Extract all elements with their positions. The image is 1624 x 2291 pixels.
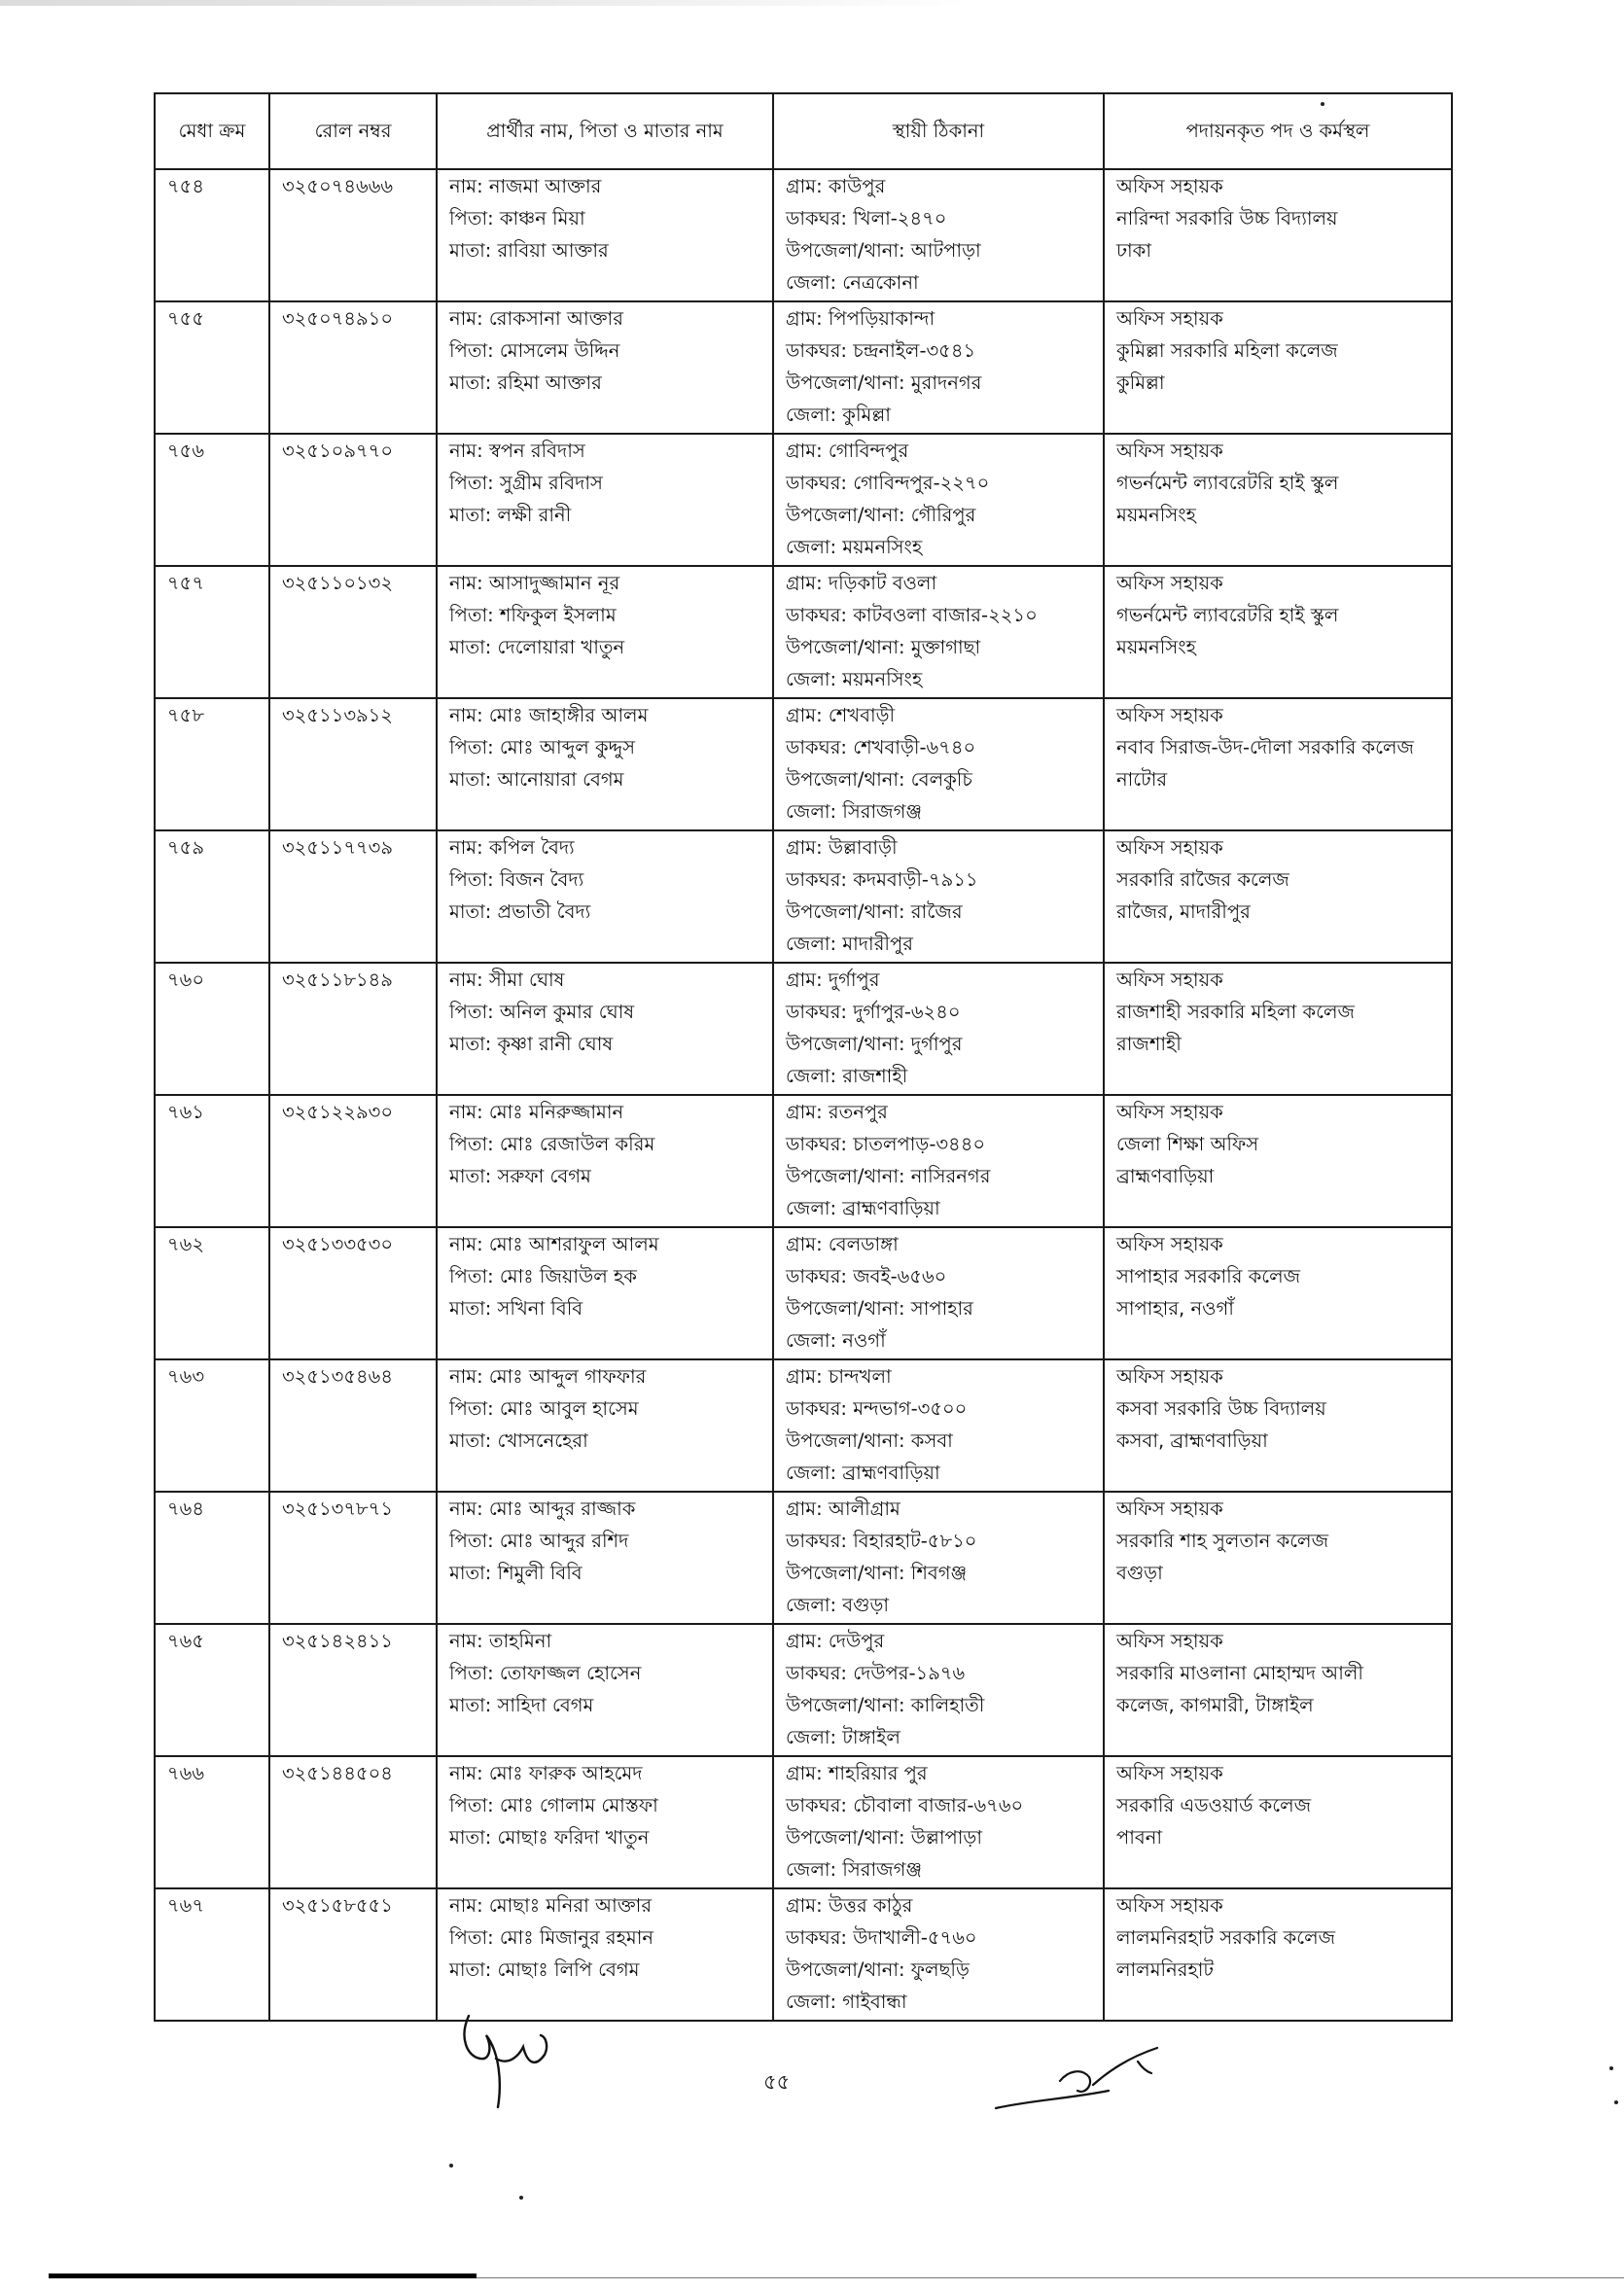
scan-edge-line <box>49 2273 477 2278</box>
posting-cell <box>1104 698 1452 830</box>
posting-line: ঢাকা <box>1116 239 1151 262</box>
address-line: জেলা: বগুড়া <box>786 1594 890 1616</box>
address-cell <box>773 1888 1104 2021</box>
merit-cell: ৭৬০ <box>155 963 269 1095</box>
candidate-name-line: মাতা: কৃষ্ণা রানী ঘোষ <box>449 1033 614 1055</box>
table-row <box>155 1227 1452 1359</box>
address-line: উপজেলা/থানা: শিবগঞ্জ <box>786 1562 968 1584</box>
merit-cell: ৭৬৬ <box>155 1756 269 1888</box>
table-row <box>155 301 1452 434</box>
address-line: ডাকঘর: কদমবাড়ী-৭৯১১ <box>786 868 978 891</box>
address-line: জেলা: সিরাজগঞ্জ <box>786 800 923 823</box>
candidate-name-line: পিতা: মোঃ মিজানুর রহমান <box>449 1926 654 1949</box>
address-line: গ্রাম: শাহরিয়ার পুর <box>786 1762 928 1784</box>
candidate-name-cell <box>437 301 773 434</box>
candidate-name-line: পিতা: মোঃ আব্দুর রশিদ <box>449 1530 629 1552</box>
candidate-name-line: মাতা: লক্ষী রানী <box>449 504 572 526</box>
address-line: গ্রাম: উল্লাবাড়ী <box>786 836 898 859</box>
header-merit: মেধা ক্রম <box>155 93 269 169</box>
address-line: গ্রাম: চান্দখলা <box>786 1365 892 1388</box>
posting-line: সরকারি এডওয়ার্ড কলেজ <box>1116 1794 1312 1816</box>
address-line: গ্রাম: কাউপুর <box>786 175 886 197</box>
table-row <box>155 434 1452 566</box>
scan-speck <box>1609 2066 1613 2070</box>
posting-line: নবাব সিরাজ-উদ-দৌলা সরকারি কলেজ <box>1116 736 1414 758</box>
address-line: জেলা: ময়মনসিংহ <box>786 536 923 558</box>
address-line: জেলা: কুমিল্লা <box>786 404 891 426</box>
address-line: ডাকঘর: কাটবওলা বাজার-২২১০ <box>786 604 1038 626</box>
address-line: জেলা: গাইবান্ধা <box>786 1991 907 2013</box>
scan-speck <box>1614 2100 1618 2104</box>
address-line: ডাকঘর: চাতলপাড়-৩৪৪০ <box>786 1133 986 1155</box>
posting-cell <box>1104 1756 1452 1888</box>
address-line: গ্রাম: শেখবাড়ী <box>786 704 896 726</box>
candidate-name-line: নাম: মোঃ আশরাফুল আলম <box>449 1233 659 1255</box>
candidate-name-line: মাতা: সখিনা বিবি <box>449 1297 583 1320</box>
roll-cell: ৩২৫১৩৩৫৩০ <box>269 1227 437 1359</box>
merit-cell: ৭৫৮ <box>155 698 269 830</box>
posting-line: নাটোর <box>1116 768 1168 791</box>
address-line: গ্রাম: দেউপুর <box>786 1630 885 1652</box>
candidate-name-line: নাম: মোছাঃ মনিরা আক্তার <box>449 1894 653 1917</box>
address-line: উপজেলা/থানা: নাসিরনগর <box>786 1165 991 1187</box>
address-line: ডাকঘর: খিলা-২৪৭০ <box>786 207 947 229</box>
posting-line: অফিস সহায়ক <box>1116 1498 1223 1520</box>
address-cell <box>773 1359 1104 1492</box>
posting-line: রাজশাহী সরকারি মহিলা কলেজ <box>1116 1001 1355 1023</box>
roll-cell: ৩২৫০৭৪৯১০ <box>269 301 437 434</box>
scan-speck <box>1321 102 1324 106</box>
candidate-name-cell <box>437 1492 773 1624</box>
address-line: উপজেলা/থানা: রাজৈর <box>786 900 963 923</box>
address-cell <box>773 1095 1104 1227</box>
posting-line: অফিস সহায়ক <box>1116 969 1223 991</box>
candidate-name-line: নাম: সীমা ঘোষ <box>449 969 565 991</box>
roll-cell: ৩২৫১৫৮৫৫১ <box>269 1888 437 2021</box>
posting-cell <box>1104 1095 1452 1227</box>
address-line: জেলা: সিরাজগঞ্জ <box>786 1858 923 1881</box>
table-row <box>155 830 1452 963</box>
posting-line: অফিস সহায়ক <box>1116 1365 1223 1388</box>
table-row <box>155 1492 1452 1624</box>
posting-line: অফিস সহায়ক <box>1116 307 1223 330</box>
candidate-name-line: নাম: স্বপন রবিদাস <box>449 440 585 462</box>
candidate-name-line: নাম: রোকসানা আক্তার <box>449 307 623 330</box>
candidate-name-line: পিতা: মোঃ আবুল হাসেম <box>449 1397 639 1420</box>
candidate-name-line: মাতা: খোসনেহেরা <box>449 1429 588 1452</box>
roll-cell: ৩২৫১২২৯৩০ <box>269 1095 437 1227</box>
address-line: উপজেলা/থানা: দুর্গাপুর <box>786 1033 963 1055</box>
candidate-name-cell <box>437 566 773 698</box>
posting-line: বগুড়া <box>1116 1562 1163 1584</box>
roll-cell: ৩২৫১৩৭৮৭১ <box>269 1492 437 1624</box>
posting-cell <box>1104 830 1452 963</box>
candidate-name-line: পিতা: অনিল কুমার ঘোষ <box>449 1001 635 1023</box>
address-line: গ্রাম: গোবিন্দপুর <box>786 440 909 462</box>
candidate-name-cell <box>437 434 773 566</box>
table-row <box>155 169 1452 301</box>
posting-cell <box>1104 1227 1452 1359</box>
address-line: ডাকঘর: উদাখালী-৫৭৬০ <box>786 1926 977 1949</box>
header-address: স্থায়ী ঠিকানা <box>773 93 1104 169</box>
address-line: ডাকঘর: গোবিন্দপুর-২২৭০ <box>786 472 990 494</box>
header-roll: রোল নম্বর <box>269 93 437 169</box>
candidate-name-line: মাতা: রহিমা আক্তার <box>449 371 602 394</box>
address-line: ডাকঘর: চন্দ্রনাইল-৩৫৪১ <box>786 339 976 362</box>
posting-line: লালমনিরহাট <box>1116 1958 1215 1981</box>
posting-line: সরকারি শাহ সুলতান কলেজ <box>1116 1530 1329 1552</box>
posting-line: লালমনিরহাট সরকারি কলেজ <box>1116 1926 1336 1949</box>
merit-cell: ৭৬৫ <box>155 1624 269 1756</box>
posting-line: অফিস সহায়ক <box>1116 1762 1223 1784</box>
address-line: ডাকঘর: দেউপর-১৯৭৬ <box>786 1662 966 1684</box>
posting-line: অফিস সহায়ক <box>1116 572 1223 594</box>
posting-cell <box>1104 301 1452 434</box>
roll-cell: ৩২৫১১৭৭৩৯ <box>269 830 437 963</box>
candidate-name-line: পিতা: বিজন বৈদ্য <box>449 868 584 891</box>
table-row <box>155 963 1452 1095</box>
address-line: উপজেলা/থানা: কালিহাতী <box>786 1694 985 1716</box>
posting-line: পাবনা <box>1116 1826 1163 1849</box>
address-cell <box>773 963 1104 1095</box>
posting-line: গভর্নমেন্ট ল্যাবরেটরি হাই স্কুল <box>1116 472 1339 494</box>
candidate-name-line: পিতা: কাঞ্চন মিয়া <box>449 207 585 229</box>
posting-line: অফিস সহায়ক <box>1116 175 1223 197</box>
posting-line: ব্রাহ্মণবাড়িয়া <box>1116 1165 1215 1187</box>
posting-line: ময়মনসিংহ <box>1116 504 1196 526</box>
address-line: জেলা: নওগাঁ <box>786 1329 886 1352</box>
candidate-name-line: মাতা: শিমুলী বিবি <box>449 1562 583 1584</box>
posting-cell <box>1104 434 1452 566</box>
address-line: উপজেলা/থানা: মুরাদনগর <box>786 371 982 394</box>
posting-line: কসবা সরকারি উচ্চ বিদ্যালয় <box>1116 1397 1326 1420</box>
address-line: উপজেলা/থানা: উল্লাপাড়া <box>786 1826 982 1849</box>
posting-line: অফিস সহায়ক <box>1116 1630 1223 1652</box>
address-line: জেলা: রাজশাহী <box>786 1065 908 1087</box>
candidate-name-line: মাতা: রাবিয়া আক্তার <box>449 239 609 262</box>
address-line: জেলা: মাদারীপুর <box>786 933 913 955</box>
posting-cell <box>1104 1888 1452 2021</box>
address-line: জেলা: ময়মনসিংহ <box>786 668 923 690</box>
address-line: উপজেলা/থানা: মুক্তাগাছা <box>786 636 981 658</box>
address-cell <box>773 1227 1104 1359</box>
posting-line: নারিন্দা সরকারি উচ্চ বিদ্যালয় <box>1116 207 1338 229</box>
merit-cell: ৭৬৩ <box>155 1359 269 1492</box>
address-line: উপজেলা/থানা: আটপাড়া <box>786 239 981 262</box>
roll-cell: ৩২৫১১০১৩২ <box>269 566 437 698</box>
address-line: জেলা: ব্রাহ্মণবাড়িয়া <box>786 1462 940 1484</box>
candidate-name-line: মাতা: সরুফা বেগম <box>449 1165 591 1187</box>
posting-line: সাপাহার সরকারি কলেজ <box>1116 1265 1301 1287</box>
roll-cell: ৩২৫১১৮১৪৯ <box>269 963 437 1095</box>
address-line: গ্রাম: বেলডাঙ্গা <box>786 1233 899 1255</box>
address-cell <box>773 1756 1104 1888</box>
posting-line: ময়মনসিংহ <box>1116 636 1196 658</box>
candidate-name-cell <box>437 1095 773 1227</box>
address-line: ডাকঘর: দুর্গাপুর-৬২৪০ <box>786 1001 961 1023</box>
address-line: উপজেলা/থানা: কসবা <box>786 1429 953 1452</box>
address-line: উপজেলা/থানা: সাপাহার <box>786 1297 973 1320</box>
address-line: গ্রাম: পিপড়িয়াকান্দা <box>786 307 936 330</box>
posting-line: অফিস সহায়ক <box>1116 1233 1223 1255</box>
posting-line: কলেজ, কাগমারী, টাঙ্গাইল <box>1116 1694 1314 1716</box>
candidate-name-line: মাতা: মোছাঃ লিপি বেগম <box>449 1958 640 1981</box>
signature-left <box>457 2008 574 2115</box>
candidate-name-line: পিতা: মোঃ আব্দুল কুদ্দুস <box>449 736 635 758</box>
candidate-name-line: পিতা: তোফাজ্জল হোসেন <box>449 1662 642 1684</box>
roll-cell: ৩২৫১১৩৯১২ <box>269 698 437 830</box>
posting-line: সরকারি রাজৈর কলেজ <box>1116 868 1289 891</box>
candidate-name-line: পিতা: সুগ্রীম রবিদাস <box>449 472 603 494</box>
roll-cell: ৩২৫১৩৫৪৬৪ <box>269 1359 437 1492</box>
candidate-name-line: মাতা: আনোয়ারা বেগম <box>449 768 624 791</box>
address-cell <box>773 1492 1104 1624</box>
address-line: গ্রাম: দুর্গাপুর <box>786 969 880 991</box>
address-line: উপজেলা/থানা: বেলকুচি <box>786 768 972 791</box>
posting-line: সরকারি মাওলানা মোহাম্মদ আলী <box>1116 1662 1363 1684</box>
candidate-name-cell <box>437 1624 773 1756</box>
address-line: জেলা: টাঙ্গাইল <box>786 1726 900 1748</box>
candidate-name-cell <box>437 169 773 301</box>
posting-line: কুমিল্লা সরকারি মহিলা কলেজ <box>1116 339 1338 362</box>
table-row <box>155 1624 1452 1756</box>
address-cell <box>773 1624 1104 1756</box>
candidate-name-line: পিতা: মোঃ গোলাম মোস্তফা <box>449 1794 658 1816</box>
address-line: গ্রাম: রতনপুর <box>786 1101 888 1123</box>
posting-line: কুমিল্লা <box>1116 371 1165 394</box>
posting-line: অফিস সহায়ক <box>1116 1101 1223 1123</box>
candidate-name-cell <box>437 1756 773 1888</box>
roll-cell: ৩২৫০৭৪৬৬৬ <box>269 169 437 301</box>
candidate-name-line: পিতা: মোঃ রেজাউল করিম <box>449 1133 655 1155</box>
address-cell <box>773 698 1104 830</box>
candidate-name-line: মাতা: মোছাঃ ফরিদা খাতুন <box>449 1826 650 1849</box>
candidate-name-line: নাম: মোঃ ফারুক আহমেদ <box>449 1762 643 1784</box>
candidate-name-line: নাম: কপিল বৈদ্য <box>449 836 575 859</box>
address-line: ডাকঘর: জবই-৬৫৬০ <box>786 1265 947 1287</box>
posting-cell <box>1104 1492 1452 1624</box>
address-line: ডাকঘর: চৌবালা বাজার-৬৭৬০ <box>786 1794 1024 1816</box>
candidate-name-line: নাম: মোঃ জাহাঙ্গীর আলম <box>449 704 649 726</box>
candidate-name-line: নাম: মোঃ আব্দুর রাজ্জাক <box>449 1498 636 1520</box>
roll-cell: ৩২৫১৪২৪১১ <box>269 1624 437 1756</box>
candidate-name-line: নাম: মোঃ মনিরুজ্জামান <box>449 1101 624 1123</box>
roll-cell: ৩২৫১৪৪৫০৪ <box>269 1756 437 1888</box>
merit-cell: ৭৫৫ <box>155 301 269 434</box>
candidate-name-line: নাম: নাজমা আক্তার <box>449 175 602 197</box>
posting-line: সাপাহার, নওগাঁ <box>1116 1297 1234 1320</box>
address-line: ডাকঘর: শেখবাড়ী-৬৭৪০ <box>786 736 976 758</box>
posting-line: রাজৈর, মাদারীপুর <box>1116 900 1251 923</box>
scan-speck <box>519 2196 523 2200</box>
header-name: প্রার্থীর নাম, পিতা ও মাতার নাম <box>437 93 773 169</box>
merit-list-table <box>154 92 1453 2022</box>
posting-line: অফিস সহায়ক <box>1116 704 1223 726</box>
posting-line: অফিস সহায়ক <box>1116 440 1223 462</box>
page-number: ৫৫ <box>763 2070 791 2094</box>
address-line: জেলা: ব্রাহ্মণবাড়িয়া <box>786 1197 940 1219</box>
posting-cell <box>1104 963 1452 1095</box>
address-cell <box>773 566 1104 698</box>
merit-cell: ৭৬৪ <box>155 1492 269 1624</box>
posting-line: অফিস সহায়ক <box>1116 1894 1223 1917</box>
signature-right <box>992 2042 1167 2120</box>
table-row <box>155 1359 1452 1492</box>
table-row <box>155 1756 1452 1888</box>
candidate-name-cell <box>437 698 773 830</box>
posting-cell <box>1104 169 1452 301</box>
candidate-name-line: নাম: আসাদুজ্জামান নূর <box>449 572 620 594</box>
merit-cell: ৭৬৭ <box>155 1888 269 2021</box>
posting-cell <box>1104 566 1452 698</box>
scan-edge-line <box>477 2277 1624 2278</box>
posting-line: গভর্নমেন্ট ল্যাবরেটরি হাই স্কুল <box>1116 604 1339 626</box>
address-cell <box>773 301 1104 434</box>
address-line: জেলা: নেত্রকোনা <box>786 271 919 294</box>
candidate-name-cell <box>437 963 773 1095</box>
address-line: উপজেলা/থানা: ফুলছড়ি <box>786 1958 970 1981</box>
posting-line: রাজশাহী <box>1116 1033 1182 1055</box>
posting-line: কসবা, ব্রাহ্মণবাড়িয়া <box>1116 1429 1268 1452</box>
posting-line: অফিস সহায়ক <box>1116 836 1223 859</box>
address-cell <box>773 830 1104 963</box>
header-posting: পদায়নকৃত পদ ও কর্মস্থল <box>1104 93 1452 169</box>
candidate-name-cell <box>437 1888 773 2021</box>
address-line: গ্রাম: দড়িকাট বওলা <box>786 572 937 594</box>
address-cell <box>773 434 1104 566</box>
merit-cell: ৭৬২ <box>155 1227 269 1359</box>
candidate-name-line: নাম: মোঃ আব্দুল গাফফার <box>449 1365 647 1388</box>
candidate-name-cell <box>437 830 773 963</box>
address-line: ডাকঘর: মন্দভাগ-৩৫০০ <box>786 1397 968 1420</box>
posting-line: জেলা শিক্ষা অফিস <box>1116 1133 1259 1155</box>
address-line: ডাকঘর: বিহারহাট-৫৮১০ <box>786 1530 977 1552</box>
candidate-name-line: পিতা: মোসলেম উদ্দিন <box>449 339 620 362</box>
candidate-name-line: পিতা: মোঃ জিয়াউল হক <box>449 1265 637 1287</box>
table-row <box>155 698 1452 830</box>
merit-cell: ৭৫৬ <box>155 434 269 566</box>
scan-artifact <box>0 0 1624 6</box>
candidate-name-cell <box>437 1227 773 1359</box>
merit-cell: ৭৫৭ <box>155 566 269 698</box>
scan-speck <box>449 2164 453 2168</box>
posting-cell <box>1104 1359 1452 1492</box>
address-line: গ্রাম: আলীগ্রাম <box>786 1498 900 1520</box>
candidate-name-line: পিতা: শফিকুল ইসলাম <box>449 604 617 626</box>
roll-cell: ৩২৫১০৯৭৭০ <box>269 434 437 566</box>
address-cell <box>773 169 1104 301</box>
candidate-name-line: মাতা: প্রভাতী বৈদ্য <box>449 900 591 923</box>
candidate-name-cell <box>437 1359 773 1492</box>
candidate-name-line: মাতা: দেলোয়ারা খাতুন <box>449 636 625 658</box>
table-row <box>155 566 1452 698</box>
candidate-name-line: নাম: তাহমিনা <box>449 1630 552 1652</box>
candidate-name-line: মাতা: সাহিদা বেগম <box>449 1694 594 1716</box>
merit-cell: ৭৬১ <box>155 1095 269 1227</box>
table-row <box>155 1095 1452 1227</box>
address-line: গ্রাম: উত্তর কাঠুর <box>786 1894 913 1917</box>
merit-cell: ৭৫৯ <box>155 830 269 963</box>
merit-cell: ৭৫৪ <box>155 169 269 301</box>
table-row <box>155 1888 1452 2021</box>
address-line: উপজেলা/থানা: গৌরিপুর <box>786 504 976 526</box>
table-header-row <box>155 93 1452 169</box>
posting-cell <box>1104 1624 1452 1756</box>
